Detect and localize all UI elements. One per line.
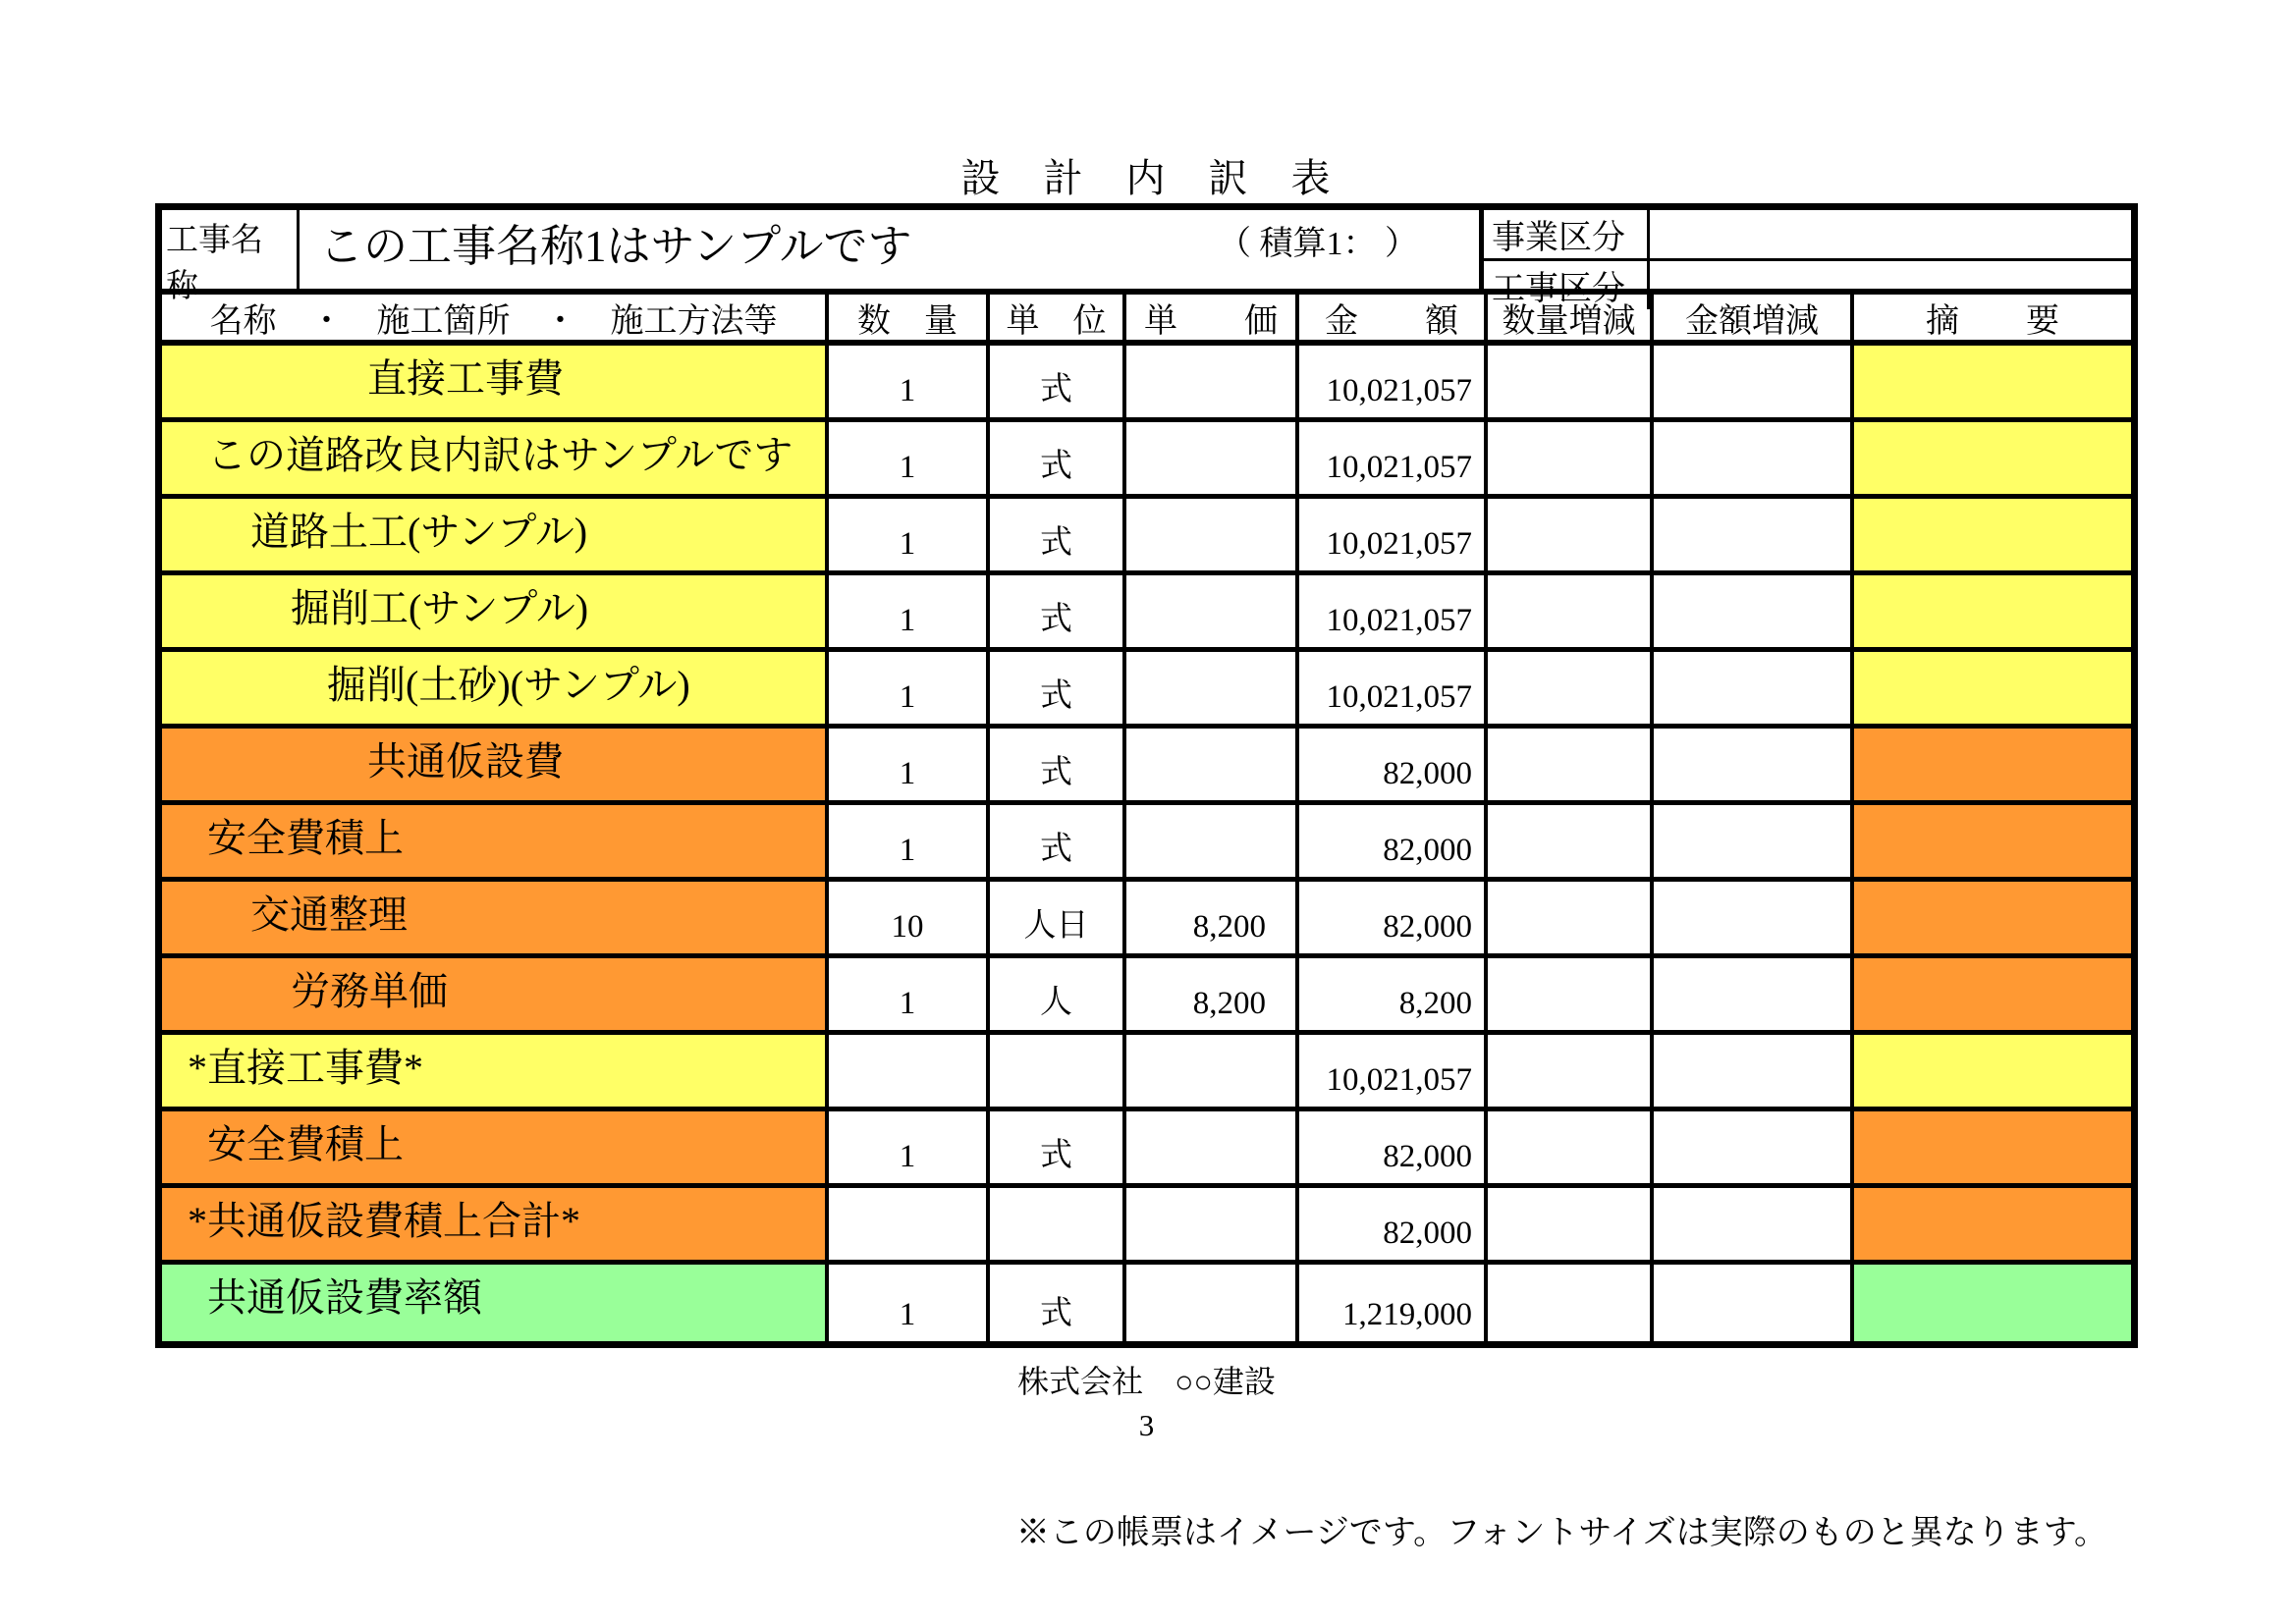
table-row bbox=[162, 422, 2131, 499]
unit-cell: 式 bbox=[986, 652, 1122, 724]
unit-price-cell: 8,200 bbox=[1122, 958, 1295, 1030]
amount-change-cell bbox=[1650, 1188, 1850, 1260]
table-row bbox=[162, 805, 2131, 882]
unit-cell: 式 bbox=[986, 575, 1122, 647]
column-header: 名称 ・ 施工箇所 ・ 施工方法等 bbox=[209, 302, 778, 340]
row-label-cell bbox=[162, 575, 825, 647]
row-label-cell bbox=[162, 958, 825, 1030]
quantity-change-cell bbox=[1484, 422, 1650, 494]
row-label-cell bbox=[162, 1265, 825, 1341]
column-header: 金額増減 bbox=[1650, 295, 1850, 340]
row-label: *直接工事費* bbox=[188, 1046, 423, 1090]
amount-change-cell bbox=[1650, 805, 1850, 877]
unit-price-cell bbox=[1122, 729, 1295, 800]
remarks-cell bbox=[1850, 575, 2131, 647]
amount-cell: 10,021,057 bbox=[1295, 1035, 1484, 1107]
amount-cell: 82,000 bbox=[1295, 1111, 1484, 1183]
quantity-cell: 1 bbox=[825, 805, 986, 877]
table-row bbox=[162, 652, 2131, 729]
amount-cell: 10,021,057 bbox=[1295, 346, 1484, 417]
unit-cell: 人 bbox=[986, 958, 1122, 1030]
amount-change-cell bbox=[1650, 652, 1850, 724]
unit-cell bbox=[986, 1035, 1122, 1107]
table-row bbox=[162, 1111, 2131, 1188]
row-label: *共通仮設費積上合計* bbox=[188, 1199, 580, 1243]
quantity-cell: 10 bbox=[825, 882, 986, 953]
remarks-cell bbox=[1850, 346, 2131, 417]
quantity-change-cell bbox=[1484, 1035, 1650, 1107]
row-label-cell bbox=[162, 882, 825, 953]
row-label-cell bbox=[162, 805, 825, 877]
quantity-change-cell bbox=[1484, 575, 1650, 647]
amount-change-cell bbox=[1650, 1265, 1850, 1341]
unit-cell: 式 bbox=[986, 422, 1122, 494]
table-row bbox=[162, 958, 2131, 1035]
row-label: 交通整理 bbox=[250, 892, 408, 937]
amount-cell: 82,000 bbox=[1295, 729, 1484, 800]
row-label: 労務単価 bbox=[291, 969, 448, 1013]
quantity-change-cell bbox=[1484, 882, 1650, 953]
row-label: 直接工事費 bbox=[367, 356, 564, 401]
remarks-cell bbox=[1850, 1188, 2131, 1260]
amount-change-cell bbox=[1650, 422, 1850, 494]
business-category-row bbox=[1484, 210, 2131, 261]
table-row bbox=[162, 499, 2131, 575]
column-header: 数量増減 bbox=[1484, 295, 1650, 340]
table-row bbox=[162, 1265, 2131, 1341]
remarks-cell bbox=[1850, 422, 2131, 494]
quantity-change-cell bbox=[1484, 805, 1650, 877]
unit-price-cell bbox=[1122, 1265, 1295, 1341]
quantity-cell: 1 bbox=[825, 346, 986, 417]
row-label-cell bbox=[162, 1035, 825, 1107]
estimate-label: （ 積算1： ） bbox=[1218, 226, 1418, 262]
quantity-change-cell bbox=[1484, 1188, 1650, 1260]
amount-cell: 82,000 bbox=[1295, 882, 1484, 953]
unit-cell: 式 bbox=[986, 1265, 1122, 1341]
table-header-box bbox=[162, 210, 2131, 307]
unit-cell: 式 bbox=[986, 1111, 1122, 1183]
unit-cell: 式 bbox=[986, 729, 1122, 800]
quantity-change-cell bbox=[1484, 499, 1650, 570]
row-label: 掘削(土砂)(サンプル) bbox=[327, 663, 690, 707]
amount-cell: 10,021,057 bbox=[1295, 422, 1484, 494]
quantity-change-cell bbox=[1484, 958, 1650, 1030]
table-row bbox=[162, 882, 2131, 958]
unit-cell: 式 bbox=[986, 499, 1122, 570]
quantity-cell: 1 bbox=[825, 1111, 986, 1183]
quantity-cell: 1 bbox=[825, 422, 986, 494]
remarks-cell bbox=[1850, 805, 2131, 877]
column-header: 単 位 bbox=[986, 295, 1122, 340]
amount-cell: 82,000 bbox=[1295, 1188, 1484, 1260]
unit-price-cell bbox=[1122, 575, 1295, 647]
table-row bbox=[162, 346, 2131, 422]
row-label: 共通仮設費率額 bbox=[207, 1275, 482, 1320]
row-label-cell bbox=[162, 729, 825, 800]
quantity-change-cell bbox=[1484, 346, 1650, 417]
footer-company: 株式会社 ○○建設 bbox=[1017, 1364, 1276, 1399]
column-header: 金 額 bbox=[1295, 295, 1484, 340]
quantity-cell: 1 bbox=[825, 575, 986, 647]
unit-price-cell bbox=[1122, 499, 1295, 570]
row-label: 共通仮設費 bbox=[367, 739, 564, 784]
row-label: 道路土工(サンプル) bbox=[250, 510, 588, 554]
unit-price-cell bbox=[1122, 346, 1295, 417]
unit-cell: 式 bbox=[986, 346, 1122, 417]
row-label-cell bbox=[162, 346, 825, 417]
table-row bbox=[162, 1188, 2131, 1265]
column-header: 数 量 bbox=[825, 295, 986, 340]
unit-cell bbox=[986, 1188, 1122, 1260]
remarks-cell bbox=[1850, 1265, 2131, 1341]
remarks-cell bbox=[1850, 499, 2131, 570]
unit-cell: 人日 bbox=[986, 882, 1122, 953]
page-title: 設 計 内 訳 表 bbox=[960, 156, 1333, 200]
row-label-cell bbox=[162, 499, 825, 570]
quantity-cell bbox=[825, 1188, 986, 1260]
unit-price-cell bbox=[1122, 1111, 1295, 1183]
construction-name-box bbox=[162, 210, 1484, 304]
quantity-change-cell bbox=[1484, 729, 1650, 800]
quantity-change-cell bbox=[1484, 652, 1650, 724]
remarks-cell bbox=[1850, 882, 2131, 953]
column-header-row bbox=[162, 295, 2131, 346]
breakdown-table bbox=[155, 203, 2138, 1348]
quantity-cell bbox=[825, 1035, 986, 1107]
quantity-cell: 1 bbox=[825, 499, 986, 570]
quantity-change-cell bbox=[1484, 1265, 1650, 1341]
works-category-label: 工事区分 bbox=[1484, 261, 1650, 309]
quantity-change-cell bbox=[1484, 1111, 1650, 1183]
quantity-cell: 1 bbox=[825, 652, 986, 724]
amount-cell: 1,219,000 bbox=[1295, 1265, 1484, 1341]
row-label: この道路改良内訳はサンプルです bbox=[207, 433, 793, 477]
table-row bbox=[162, 575, 2131, 652]
row-label: 安全費積上 bbox=[207, 816, 404, 860]
amount-cell: 10,021,057 bbox=[1295, 652, 1484, 724]
amount-cell: 10,021,057 bbox=[1295, 575, 1484, 647]
category-box bbox=[1484, 210, 2131, 307]
unit-price-cell bbox=[1122, 1188, 1295, 1260]
remarks-cell bbox=[1850, 1035, 2131, 1107]
column-header: 摘 要 bbox=[1850, 295, 2131, 340]
construction-name-label: 工事名称 bbox=[162, 210, 300, 289]
amount-change-cell bbox=[1650, 958, 1850, 1030]
row-label: 安全費積上 bbox=[207, 1122, 404, 1166]
column-header: 単 価 bbox=[1122, 295, 1295, 340]
row-label: 掘削工(サンプル) bbox=[291, 586, 589, 630]
quantity-cell: 1 bbox=[825, 958, 986, 1030]
remarks-cell bbox=[1850, 1111, 2131, 1183]
amount-change-cell bbox=[1650, 882, 1850, 953]
unit-price-cell bbox=[1122, 1035, 1295, 1107]
amount-change-cell bbox=[1650, 1035, 1850, 1107]
table-body bbox=[162, 346, 2131, 1341]
business-category-label: 事業区分 bbox=[1484, 210, 1650, 258]
amount-change-cell bbox=[1650, 499, 1850, 570]
row-label-cell bbox=[162, 652, 825, 724]
unit-price-cell bbox=[1122, 805, 1295, 877]
unit-cell: 式 bbox=[986, 805, 1122, 877]
unit-price-cell: 8,200 bbox=[1122, 882, 1295, 953]
quantity-cell: 1 bbox=[825, 729, 986, 800]
remarks-cell bbox=[1850, 958, 2131, 1030]
remarks-cell bbox=[1850, 652, 2131, 724]
amount-change-cell bbox=[1650, 1111, 1850, 1183]
remarks-cell bbox=[1850, 729, 2131, 800]
unit-price-cell bbox=[1122, 652, 1295, 724]
amount-cell: 82,000 bbox=[1295, 805, 1484, 877]
row-label-cell bbox=[162, 1111, 825, 1183]
construction-name-value-area bbox=[300, 210, 1479, 289]
amount-change-cell bbox=[1650, 729, 1850, 800]
construction-name-value: この工事名称1はサンプルです bbox=[319, 222, 912, 271]
table-row bbox=[162, 1035, 2131, 1111]
business-category-value bbox=[1650, 210, 2131, 258]
amount-cell: 10,021,057 bbox=[1295, 499, 1484, 570]
row-label-cell bbox=[162, 422, 825, 494]
amount-cell: 8,200 bbox=[1295, 958, 1484, 1030]
page-number: 3 bbox=[1138, 1408, 1155, 1442]
unit-price-cell bbox=[1122, 422, 1295, 494]
amount-change-cell bbox=[1650, 346, 1850, 417]
quantity-cell: 1 bbox=[825, 1265, 986, 1341]
footnote: ※この帳票はイメージです。フォントサイズは実際のものと異なります。 bbox=[1015, 1514, 2107, 1551]
table-row bbox=[162, 729, 2131, 805]
amount-change-cell bbox=[1650, 575, 1850, 647]
row-label-cell bbox=[162, 1188, 825, 1260]
